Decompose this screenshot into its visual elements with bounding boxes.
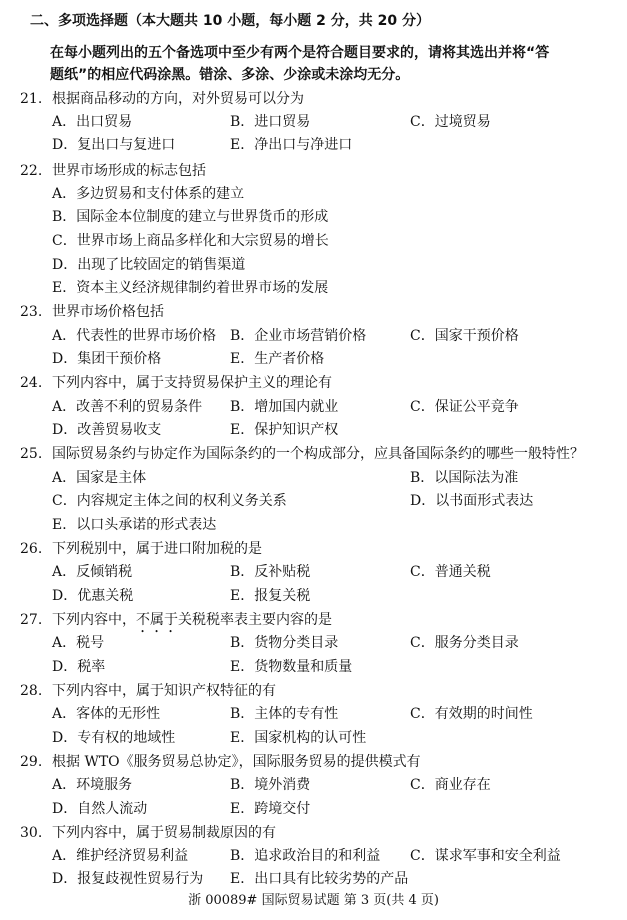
- option-b: B．境外消费: [230, 777, 311, 793]
- option-c: C．普通关税: [410, 564, 491, 580]
- instructions-line-2: 题纸”的相应代码涂黑。错涂、多涂、少涂或未涂均无分。: [50, 67, 410, 83]
- question-24: [20, 374, 332, 392]
- option-d: D．税率: [52, 659, 106, 675]
- option-e: E．净出口与净进口: [230, 137, 353, 153]
- question-stem-prefix: 下列内容中，: [52, 612, 136, 628]
- option-a: A．代表性的世界市场价格: [52, 328, 217, 344]
- option-c: C．世界市场上商品多样化和大宗贸易的增长: [52, 233, 329, 249]
- question-number: 23.: [20, 304, 43, 320]
- option-b: B．反补贴税: [230, 564, 311, 580]
- option-d: D．以书面形式表达: [410, 493, 534, 509]
- option-e: E．报复关税: [230, 588, 311, 604]
- option-a: A．多边贸易和支付体系的建立: [52, 186, 245, 202]
- question-28: [20, 682, 276, 700]
- option-c: C．服务分类目录: [410, 635, 519, 651]
- option-a: A．税号: [52, 635, 105, 651]
- option-a: A．改善不利的贸易条件: [52, 399, 203, 415]
- question-stem: 根据 WTO《服务贸易总协定》，国际服务贸易的提供模式有: [52, 754, 421, 770]
- question-stem-emphasis: 不属于: [136, 612, 178, 628]
- option-a: A．环境服务: [52, 777, 133, 793]
- option-d: D．出现了比较固定的销售渠道: [52, 257, 246, 273]
- question-number: 22.: [20, 163, 43, 179]
- option-a: A．出口贸易: [52, 114, 133, 130]
- option-b: B．国际金本位制度的建立与世界货币的形成: [52, 209, 329, 225]
- question-21: [20, 90, 304, 108]
- option-b: B．货物分类目录: [230, 635, 339, 651]
- question-stem: 下列税别中，属于进口附加税的是: [52, 541, 262, 557]
- question-number: 27.: [20, 612, 43, 628]
- question-stem: 根据商品移动的方向，对外贸易可以分为: [52, 91, 304, 107]
- section-title: 二、多项选择题（本大题共 10 小题，每小题 2 分，共 20 分）: [30, 13, 430, 29]
- question-number: 25.: [20, 446, 43, 462]
- question-25: [20, 445, 584, 463]
- option-c: C．内容规定主体之间的权利义务关系: [52, 493, 287, 509]
- option-a: A．反倾销税: [52, 564, 133, 580]
- option-d: D．复出口与复进口: [52, 137, 176, 153]
- option-b: B．主体的专有性: [230, 706, 339, 722]
- option-c: C．保证公平竞争: [410, 399, 519, 415]
- option-b: B．追求政治目的和利益: [230, 848, 381, 864]
- question-stem: 国际贸易条约与协定作为国际条约的一个构成部分，应具备国际条约的哪些一般特性？: [52, 446, 584, 462]
- question-26: [20, 540, 262, 558]
- question-number: 28.: [20, 683, 43, 699]
- option-e: E．出口具有比较劣势的产品: [230, 871, 409, 887]
- option-d: D．优惠关税: [52, 588, 134, 604]
- option-d: D．自然人流动: [52, 801, 148, 817]
- question-stem: 下列内容中，属于知识产权特征的有: [52, 683, 276, 699]
- option-b: B．增加国内就业: [230, 399, 339, 415]
- question-number: 24.: [20, 375, 43, 391]
- option-d: D．改善贸易收支: [52, 422, 162, 438]
- page-footer: 浙 00089# 国际贸易试题 第 3 页(共 4 页): [188, 893, 439, 908]
- question-22: [20, 162, 206, 180]
- option-a: A．维护经济贸易利益: [52, 848, 189, 864]
- option-e: E．资本主义经济规律制约着世界市场的发展: [52, 280, 329, 296]
- question-30: [20, 824, 276, 842]
- option-d: D．专有权的地域性: [52, 730, 176, 746]
- question-23: [20, 303, 164, 321]
- option-d: D．报复歧视性贸易行为: [52, 871, 204, 887]
- option-d: D．集团干预价格: [52, 351, 162, 367]
- question-number: 26.: [20, 541, 43, 557]
- option-e: E．货物数量和质量: [230, 659, 353, 675]
- question-29: [20, 753, 421, 771]
- option-e: E．生产者价格: [230, 351, 325, 367]
- option-c: C．过境贸易: [410, 114, 491, 130]
- option-c: C．谋求军事和安全利益: [410, 848, 561, 864]
- question-number: 29.: [20, 754, 43, 770]
- option-e: E．保护知识产权: [230, 422, 339, 438]
- option-b: B．进口贸易: [230, 114, 311, 130]
- option-c: C．国家干预价格: [410, 328, 519, 344]
- option-a: A．国家是主体: [52, 470, 147, 486]
- option-c: C．有效期的时间性: [410, 706, 533, 722]
- option-e: E．以口头承诺的形式表达: [52, 517, 217, 533]
- question-stem: 世界市场形成的标志包括: [52, 163, 206, 179]
- question-number: 21.: [20, 91, 43, 107]
- instructions-line-1: 在每小题列出的五个备选项中至少有两个是符合题目要求的，请将其选出并将“答: [50, 45, 550, 61]
- option-a: A．客体的无形性: [52, 706, 161, 722]
- option-e: E．跨境交付: [230, 801, 311, 817]
- question-stem: 下列内容中，属于支持贸易保护主义的理论有: [52, 375, 332, 391]
- option-b: B．以国际法为准: [410, 470, 519, 486]
- question-27: [20, 611, 332, 636]
- question-number: 30.: [20, 825, 43, 841]
- question-stem-suffix: 关税税率表主要内容的是: [178, 612, 332, 628]
- question-stem: 世界市场价格包括: [52, 304, 164, 320]
- option-c: C．商业存在: [410, 777, 491, 793]
- question-stem: 下列内容中，属于贸易制裁原因的有: [52, 825, 276, 841]
- option-e: E．国家机构的认可性: [230, 730, 367, 746]
- option-b: B．企业市场营销价格: [230, 328, 367, 344]
